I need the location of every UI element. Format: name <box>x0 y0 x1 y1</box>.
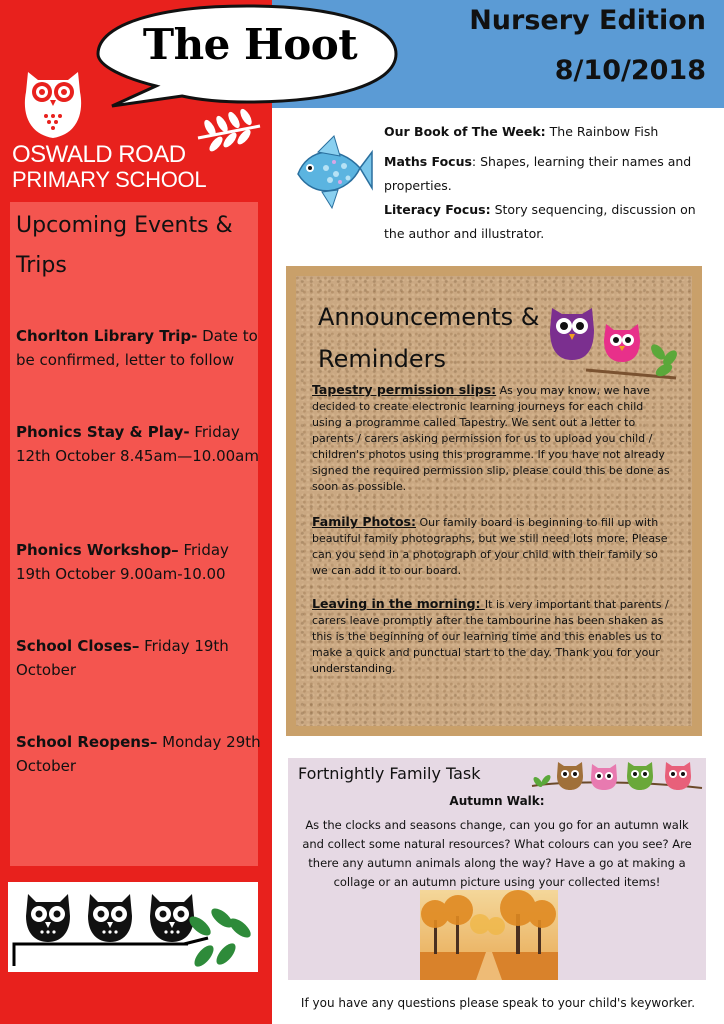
edition-date: 8/10/2018 <box>554 55 706 86</box>
event-detail: Friday 12th October 8.45am—10.00am <box>16 423 259 465</box>
events-heading: Upcoming Events & Trips <box>16 213 233 278</box>
announcement-text: It is very important that parents / carers leave promptly after the tambourine has been shaken as this is the beginning of our learning time and this enables us to make a quick and punctual start to the day. Thank you for your understanding. <box>312 598 669 675</box>
edition-title: Nursery Edition <box>469 5 706 36</box>
event-name: Chorlton Library Trip- <box>16 327 198 345</box>
book-of-week <box>384 120 704 144</box>
event-name: School Reopens– <box>16 733 158 751</box>
autumn-park-picture <box>420 890 558 980</box>
event-item <box>16 420 262 468</box>
literacy-value: Story sequencing, discussion on the author and illustrator. <box>384 202 696 241</box>
event-name: Phonics Workshop– <box>16 541 179 559</box>
colourful-owls-icon <box>546 300 682 380</box>
announcement-text: As you may know, we have decided to create electronic learning journeys for each child using a programme called Tapestry. We sent out a letter to parents / carers asking permission for us to upload you child / children's photos using this programme. If you have not already signed the required permission slip, please could this be done as soon as possible. <box>312 384 670 493</box>
maths-value: : Shapes, learning their names and properties. <box>384 154 692 193</box>
announcement-item <box>312 596 674 677</box>
event-detail: Friday 19th October 9.00am-10.00 <box>16 541 229 583</box>
event-detail: Friday 19th October <box>16 637 229 679</box>
event-name: Phonics Stay & Play- <box>16 423 190 441</box>
event-detail: Monday 29th October <box>16 733 261 775</box>
newsletter-title: The Hoot <box>142 20 358 69</box>
event-item <box>16 730 262 778</box>
event-item <box>16 634 262 682</box>
event-detail: Date to be confirmed, letter to follow <box>16 327 258 369</box>
owls-row-icon <box>530 756 704 796</box>
family-task-heading: Fortnightly Family Task <box>298 764 481 783</box>
maths-label: Maths Focus <box>384 154 472 169</box>
book-label: Our Book of The Week: <box>384 124 546 139</box>
announcements-heading: Announcements & Reminders <box>318 303 540 373</box>
book-value: The Rainbow Fish <box>545 124 659 139</box>
maths-focus <box>384 150 704 198</box>
family-task-subheading: Autumn Walk: <box>449 794 545 808</box>
family-task-body: As the clocks and seasons change, can you go for an autumn walk and collect some natural resources? What colours can you see? Are there any autumn animals along the way? Have a go at making a collage or an autumn picture using your collected items! <box>302 818 692 889</box>
owl-logo-icon <box>18 62 88 142</box>
owls-on-branch-icon <box>8 882 258 972</box>
announcement-label: Leaving in the morning: <box>312 596 485 611</box>
school-name: OSWALD ROAD <box>12 141 186 168</box>
event-name: School Closes– <box>16 637 140 655</box>
announcement-label: Family Photos: <box>312 514 416 529</box>
footer-note: If you have any questions please speak to your child's keyworker. <box>300 996 696 1010</box>
rainbow-fish-icon <box>288 128 374 216</box>
school-name-line2: PRIMARY SCHOOL <box>12 167 207 192</box>
event-item <box>16 538 262 586</box>
announcement-item <box>312 514 674 579</box>
event-item <box>16 324 262 372</box>
literacy-focus <box>384 198 704 246</box>
announcement-text: Our family board is beginning to fill up with beautiful family photographs, but we still need lots more. Please can you send in a photograph of your child with their family so we can add it to our board. <box>312 516 668 577</box>
announcement-label: Tapestry permission slips: <box>312 382 497 397</box>
announcement-item <box>312 382 674 495</box>
literacy-label: Literacy Focus: <box>384 202 491 217</box>
